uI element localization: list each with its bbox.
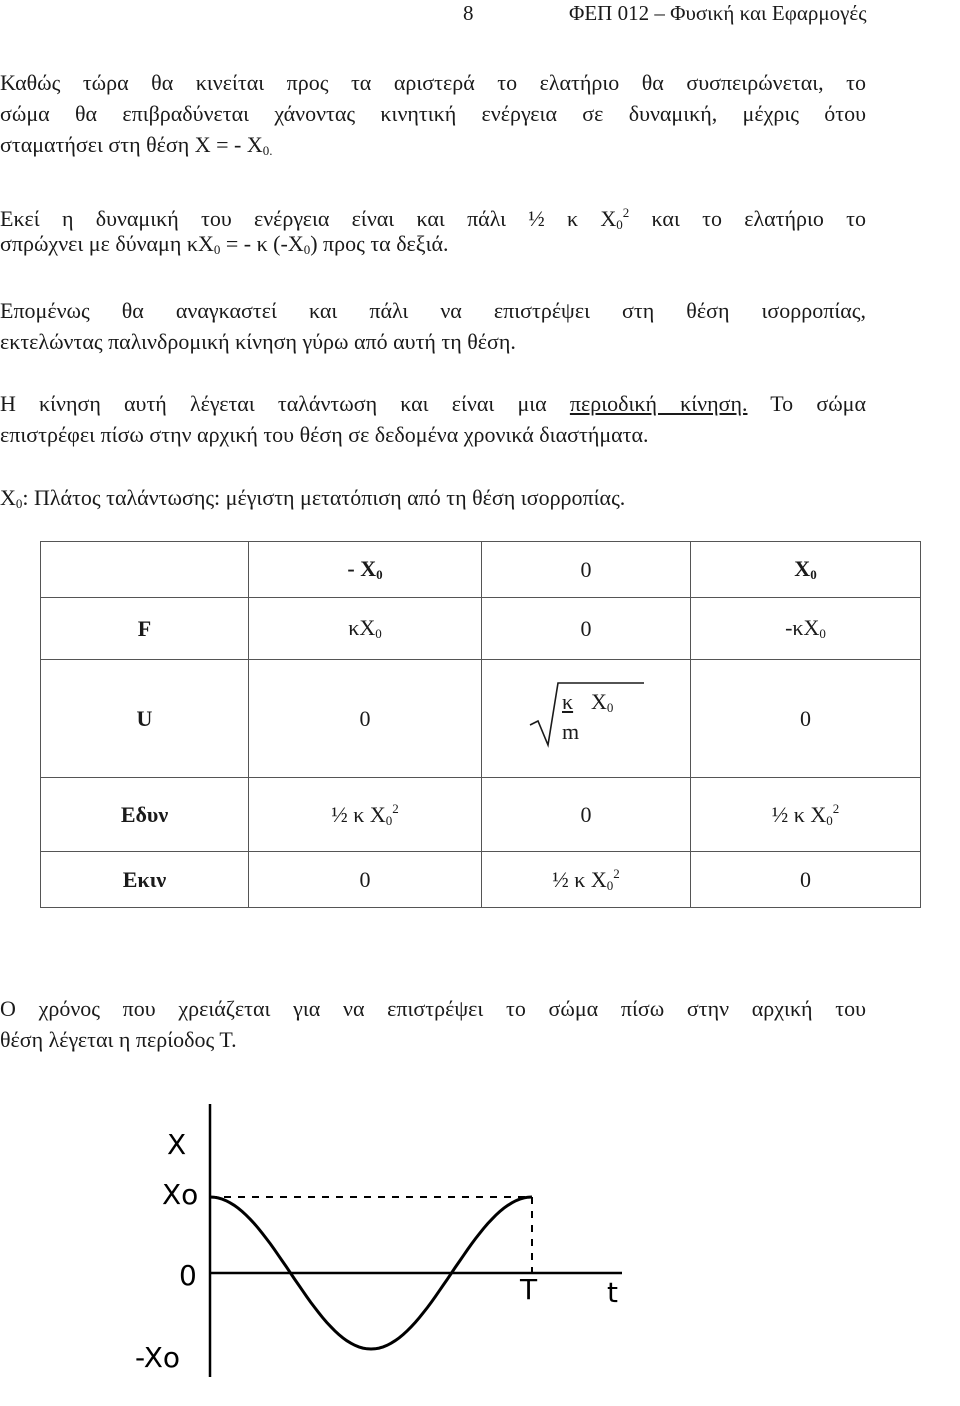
table-cell: [482, 660, 691, 778]
paragraph-2-line-2: [0, 228, 866, 259]
subscript-0: 0: [810, 567, 817, 582]
paragraph-4-line-1: [0, 388, 866, 419]
cell-text: ½ κ Χ: [331, 801, 386, 827]
col-header-neg-x0: [249, 542, 482, 598]
subscript-0: 0: [303, 242, 311, 257]
label-period: T: [520, 1273, 538, 1306]
table-row: [41, 852, 921, 908]
cell-text: ½ κ Χ: [552, 866, 607, 892]
superscript-2: 2: [622, 205, 630, 220]
paragraph-2: [0, 197, 866, 259]
subscript-0: 0: [213, 242, 221, 257]
p4-l1-a: Η κίνηση αυτή λέγεται ταλάντωση και είναι μια: [0, 391, 570, 416]
paragraph-1-line-1: Καθώς τώρα θα κινείται προς τα αριστερά το ελατήριο θα συσπειρώνεται, το: [0, 70, 866, 95]
table-row: [41, 598, 921, 660]
paragraph-4: [0, 388, 866, 450]
paragraph-6: [0, 993, 866, 1055]
table-cell: [691, 778, 921, 852]
label-amplitude: Xo: [162, 1178, 199, 1211]
paragraph-1-line-3: [0, 129, 866, 160]
paragraph-3-line-1: Επομένως θα αναγκαστεί και πάλι να επιστρέψει στη θέση ισορροπίας,: [0, 298, 866, 323]
row-label-edyn: Εδυν: [41, 778, 249, 852]
table-cell: 0: [249, 660, 482, 778]
table-cell: [249, 778, 482, 852]
subscript-0: 0.: [262, 143, 273, 158]
p5-a: Χ: [0, 485, 16, 510]
table-cell: [691, 598, 921, 660]
subscript-0: 0: [376, 567, 383, 582]
col-header-zero: [482, 542, 691, 598]
p2-l2-a: σπρώχνει με δύναμη κΧ: [0, 231, 214, 256]
paragraph-3-line-2: εκτελώντας παλινδρομική κίνηση γύρω από αυτή τη θέση.: [0, 329, 516, 354]
paragraph-3: [0, 295, 866, 357]
cell-text: κΧ: [348, 615, 376, 640]
table-corner-cell: [41, 542, 249, 598]
x-axis-label: t: [607, 1276, 618, 1309]
row-label-U: U: [41, 660, 249, 778]
table-cell: [482, 852, 691, 908]
p2-l1-b: και το ελατήριο το: [629, 206, 867, 231]
table-cell: [249, 598, 482, 660]
subscript-0: 0: [819, 626, 826, 641]
fraction-denominator: m: [562, 718, 580, 744]
subscript-0: 0: [375, 626, 382, 641]
table-row: [41, 778, 921, 852]
col-header-x0: [691, 542, 921, 598]
page-number: 8: [463, 1, 474, 25]
p5-b: : Πλάτος ταλάντωσης: μέγιστη μετατόπιση από τη θέση ισορροπίας.: [22, 485, 626, 510]
x-symbol: Χ: [591, 688, 607, 714]
running-title: ΦΕΠ 012 – Φυσική και Εφαρμογές: [569, 1, 867, 25]
paragraph-1-line-2: σώμα θα επιβραδύνεται χάνοντας κινητική ενέργεια σε δυναμική, μέχρις ότου: [0, 101, 866, 126]
fraction-numerator: κ: [562, 688, 574, 714]
paragraph-5: [0, 482, 866, 519]
col-header-text: Χ: [794, 556, 811, 581]
superscript-2: 2: [613, 865, 620, 881]
subscript-0: 0: [616, 217, 623, 232]
p2-l2-b: = - κ (-Χ: [220, 231, 304, 256]
table-cell: 0: [691, 660, 921, 778]
col-header-text: 0: [580, 556, 592, 582]
subscript-0: 0: [606, 877, 614, 893]
paragraph-2-line-1: [0, 197, 867, 232]
periodic-motion-term: περιοδική κίνηση.: [569, 391, 748, 416]
paragraph-6-line-1: Ο χρόνος που χρειάζεται για να επιστρέψει το σώμα πίσω στην αρχική του: [0, 996, 866, 1021]
subscript-0: 0: [826, 812, 833, 828]
label-negative-amplitude: -Xo: [135, 1341, 181, 1374]
table-row: [41, 542, 921, 598]
fraction-x: [591, 689, 613, 716]
row-label-ekin: Εκιν: [41, 852, 249, 908]
displacement-time-graph: [107, 1092, 652, 1392]
paragraph-1-line-3-text: σταματήσει στη θέση Χ = - Χ: [0, 132, 263, 157]
label-origin: 0: [179, 1259, 197, 1292]
subscript-0: 0: [15, 496, 23, 511]
p4-l1-b: Το σώμα: [747, 391, 866, 416]
superscript-2: 2: [392, 800, 399, 816]
table-cell: 0: [249, 852, 482, 908]
table-cell: 0: [691, 852, 921, 908]
table-cell: 0: [482, 778, 691, 852]
sqrt-sign-icon: [526, 681, 646, 751]
energy-table: [40, 541, 921, 908]
table-row: [41, 660, 921, 778]
cell-text: -κΧ: [785, 615, 820, 640]
paragraph-6-line-2: θέση λέγεται η περίοδος Τ.: [0, 1027, 237, 1052]
cell-text: ½ κ Χ: [771, 801, 827, 827]
sqrt-fraction: [526, 681, 646, 751]
subscript-0: 0: [385, 812, 393, 828]
col-header-text: - Χ: [347, 556, 377, 581]
table-cell: 0: [482, 598, 691, 660]
p2-l2-c: ) προς τα δεξιά.: [310, 231, 449, 256]
paragraph-1: [0, 67, 866, 160]
p2-l1-a: Εκεί η δυναμική του ενέργεια είναι και πάλι ½ κ Χ: [0, 206, 617, 231]
y-axis-label: X: [167, 1128, 187, 1161]
paragraph-4-line-2: επιστρέφει πίσω στην αρχική του θέση σε δεδομένα χρονικά διαστήματα.: [0, 422, 649, 447]
subscript-0: 0: [606, 699, 614, 715]
superscript-2: 2: [832, 800, 840, 816]
row-label-F: F: [41, 598, 249, 660]
